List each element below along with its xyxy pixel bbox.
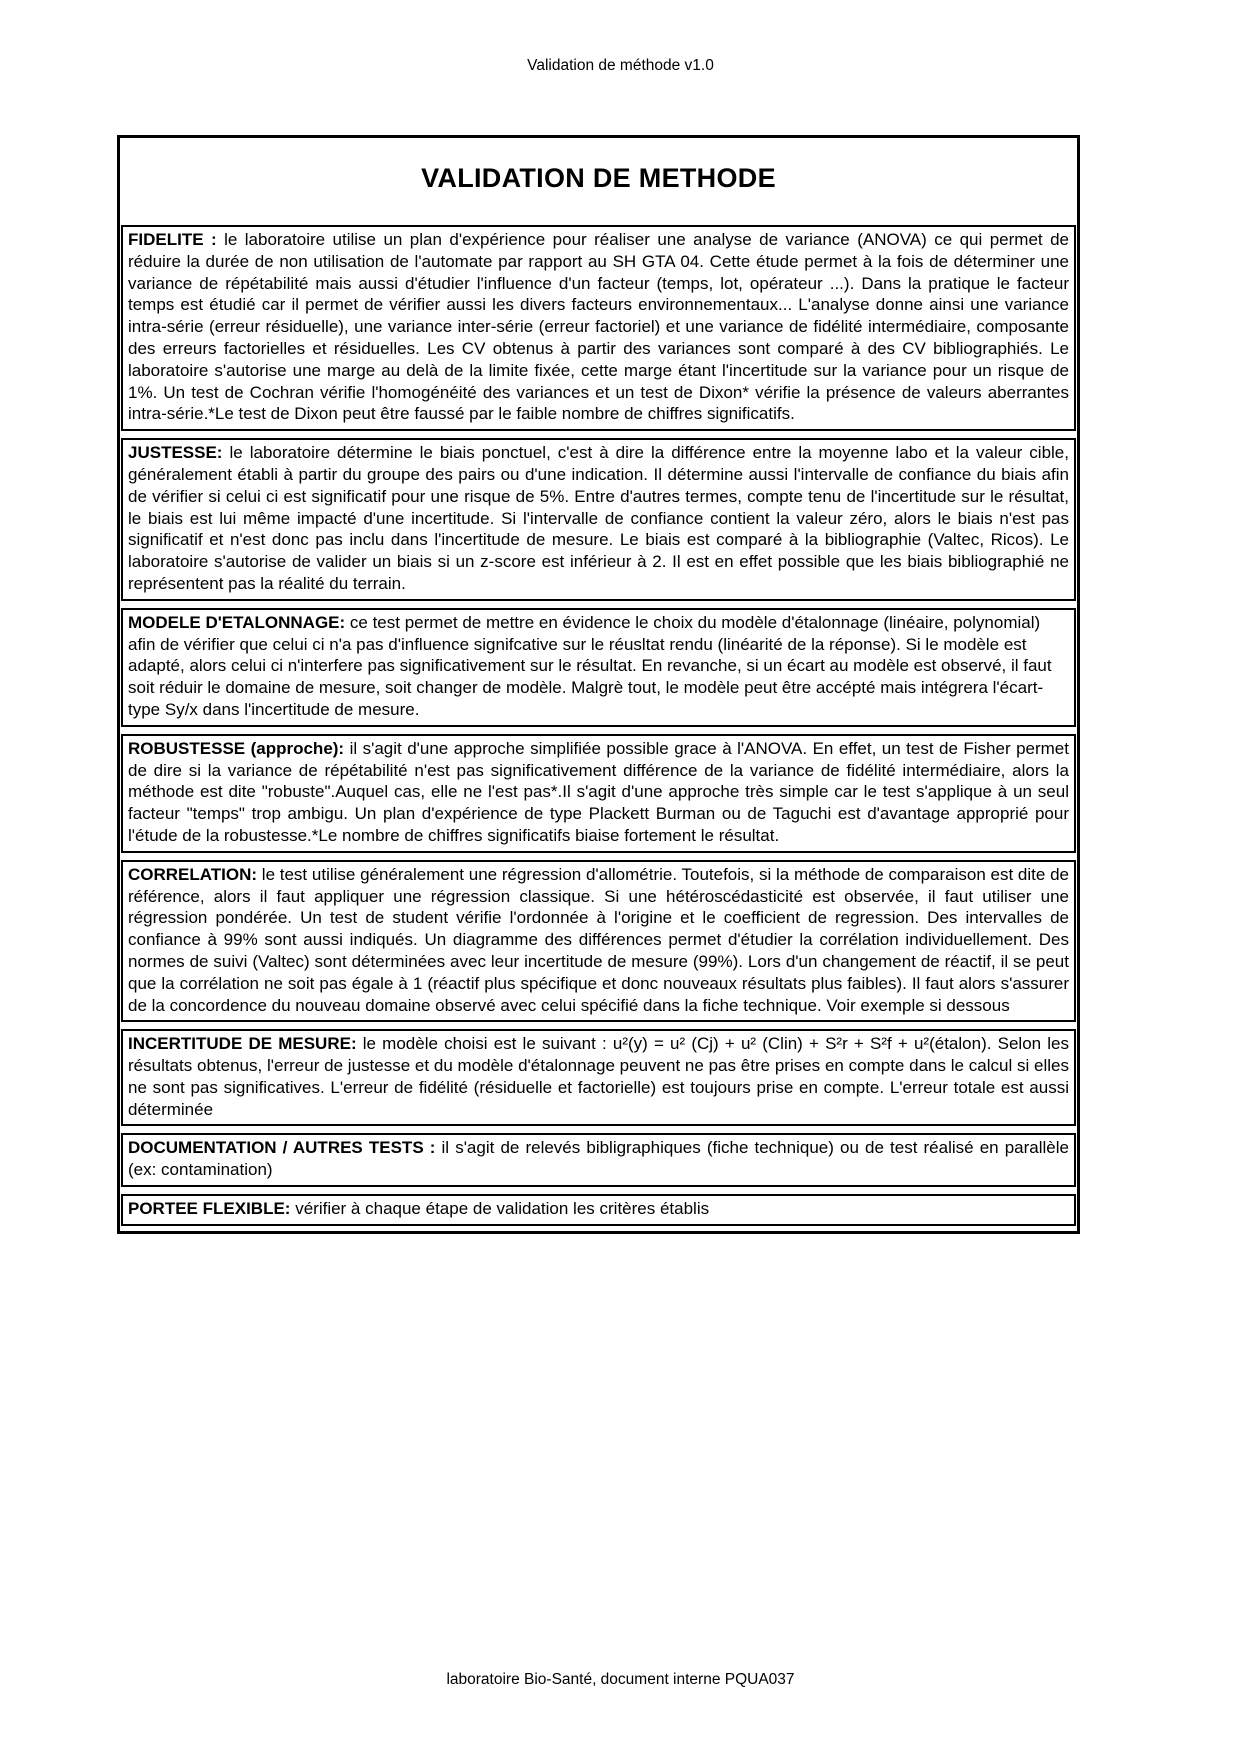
section-heading-incertitude-de-mesure: INCERTITUDE DE MESURE: xyxy=(128,1034,357,1054)
section-correlation xyxy=(121,860,1076,1023)
section-body-correlation: le test utilise généralement une régression d'allométrie. Toutefois, si la méthode de comparaison est dite de référence, alors il faut appliquer une régression classique. Si une hétéroscédasticité est observée, il faut utiliser une régression pondérée. Un test de student vérifie l'ordonnée à l'origine et le coefficient de regression. Des intervalles de confiance à 99% sont aussi indiqués. Un diagramme des différences permet d'étudier la corrélation individuellement. Des normes de suivi (Valtec) sont déterminées avec leur incertitude de mesure (99%). Lors d'un changement de réactif, il se peut que la corrélation ne soit pas égale à 1 (réactif plus spécifique et donc nouveaux résultats plus faibles). Il faut alors s'assurer de la concordence du nouveau domaine observé avec celui spécifié dans la fiche technique. Voir exemple si dessous xyxy=(128,864,1069,1015)
document-title: VALIDATION DE METHODE xyxy=(421,163,776,193)
section-heading-justesse: JUSTESSE: xyxy=(128,443,223,463)
section-body-fidelite: le laboratoire utilise un plan d'expérience pour réaliser une analyse de variance (ANOVA) ce qui permet de réduire la durée de non utilisation de l'automate par rapport au SH GTA 04. Cette étude permet à la fois de déterminer une variance de répétabilité mais aussi d'étudier l'influence d'un facteur (temps, lot, opérateur ...). Dans la pratique le facteur temps est étudié car il permet de vérifier aussi les divers facteurs environnementaux... L'analyse donne ainsi une variance intra-série (erreur résiduelle), une variance inter-série (erreur factoriel) et une variance de fidélité intermédiaire, composante des erreurs factorielles et résiduelles. Les CV obtenus à partir des variances sont comparé à des CV bibliographiés. Le laboratoire s'autorise une marge au delà de la limite fixée, cette marge étant l'incertitude sur la variance pour un risque de 1%. Un test de Cochran vérifie l'homogénéité des variances et un test de Dixon* vérifie la présence de valeurs aberrantes intra-série.*Le test de Dixon peut être faussé par le faible nombre de chiffres significatifs. xyxy=(128,230,1069,424)
document-frame xyxy=(117,135,1080,1234)
page-header: Validation de méthode v1.0 xyxy=(527,57,714,74)
section-justesse xyxy=(121,438,1076,601)
section-heading-modele-etalonnage: MODELE D'ETALONNAGE: xyxy=(128,612,346,632)
section-body-incertitude-de-mesure: le modèle choisi est le suivant : u²(y) = u² (Cj) + u² (Clin) + S²r + S²f + u²(étalon). Selon les résultats obtenus, l'erreur de justesse et du modèle d'étalonnage peuvent ne pas être prises en compte dans le calcul si elles ne sont pas significatives. L'erreur de fidélité (résiduelle et factorielle) est toujours prise en compte. L'erreur totale est aussi déterminée xyxy=(128,1034,1069,1119)
section-heading-robustesse: ROBUSTESSE (approche): xyxy=(128,738,345,758)
section-portee-flexible xyxy=(121,1194,1076,1226)
section-body-documentation-autres-tests: il s'agit de relevés bibligraphiques (fiche technique) ou de test réalisé en parallèle (ex: contamination) xyxy=(128,1138,1069,1180)
section-body-modele-etalonnage: ce test permet de mettre en évidence le choix du modèle d'étalonnage (linéaire, polynomial) afin de vérifier que celui ci n'a pas d'influence signifcative sur le réusltat rendu (linéarité de la réponse). Si le modèle est adapté, alors celui ci n'interfere pas significativement sur le résultat. En revanche, si un écart au modèle est observé, il faut soit réduir le domaine de mesure, soit changer de modèle. Malgrè tout, le modèle peut être accépté mais intégrera l'écart-type Sy/x dans l'incertitude de mesure. xyxy=(128,612,1052,719)
section-fidelite xyxy=(121,225,1076,431)
section-body-robustesse: il s'agit d'une approche simplifiée possible grace à l'ANOVA. En effet, un test de Fisher permet de dire si la variance de répétabilité n'est pas significativement différence de la variance de fidélité intermédiaire, alors la méthode est dite "robuste".Auquel cas, elle ne l'est pas*.Il s'agit d'une approche très simple car le test s'applique à un seul facteur "temps" trop ambigu. Un plan d'expérience de type Plackett Burman ou de Taguchi est d'avantage approprié pour l'étude de la robustesse.*Le nombre de chiffres significatifs biaise fortement le résultat. xyxy=(128,738,1069,845)
section-heading-correlation: CORRELATION: xyxy=(128,864,258,884)
section-incertitude-de-mesure xyxy=(121,1029,1076,1126)
section-documentation-autres-tests xyxy=(121,1133,1076,1187)
section-body-justesse: le laboratoire détermine le biais ponctuel, c'est à dire la différence entre la moyenne labo et la valeur cible, généralement établi à partir du groupe des pairs ou d'une indication. Il détermine aussi l'intervalle de confiance du biais afin de vérifier si celui ci est significatif pour une risque de 5%. Entre d'autres termes, compte tenu de l'incertitude sur le résultat, le biais est lui même impacté d'une incertitude. Si l'intervalle de confiance contient la valeur zéro, alors le biais n'est pas significatif et n'est donc pas inclu dans l'incertitude de mesure. Le biais est comparé à la bibliographie (Valtec, Ricos). Le laboratoire s'autorise de valider un biais si un z-score est inférieur à 2. Il est en effet possible que les biais bibliographié ne représentent pas la réalité du terrain. xyxy=(128,443,1069,593)
section-robustesse xyxy=(121,734,1076,853)
section-body-portee-flexible: vérifier à chaque étape de validation les critères établis xyxy=(295,1199,710,1219)
section-heading-portee-flexible: PORTEE FLEXIBLE: xyxy=(128,1199,291,1219)
section-heading-documentation-autres-tests: DOCUMENTATION / AUTRES TESTS : xyxy=(128,1138,436,1158)
page-footer: laboratoire Bio-Santé, document interne PQUA037 xyxy=(446,1671,795,1688)
section-heading-fidelite: FIDELITE : xyxy=(128,230,217,249)
section-modele-etalonnage xyxy=(121,608,1076,727)
